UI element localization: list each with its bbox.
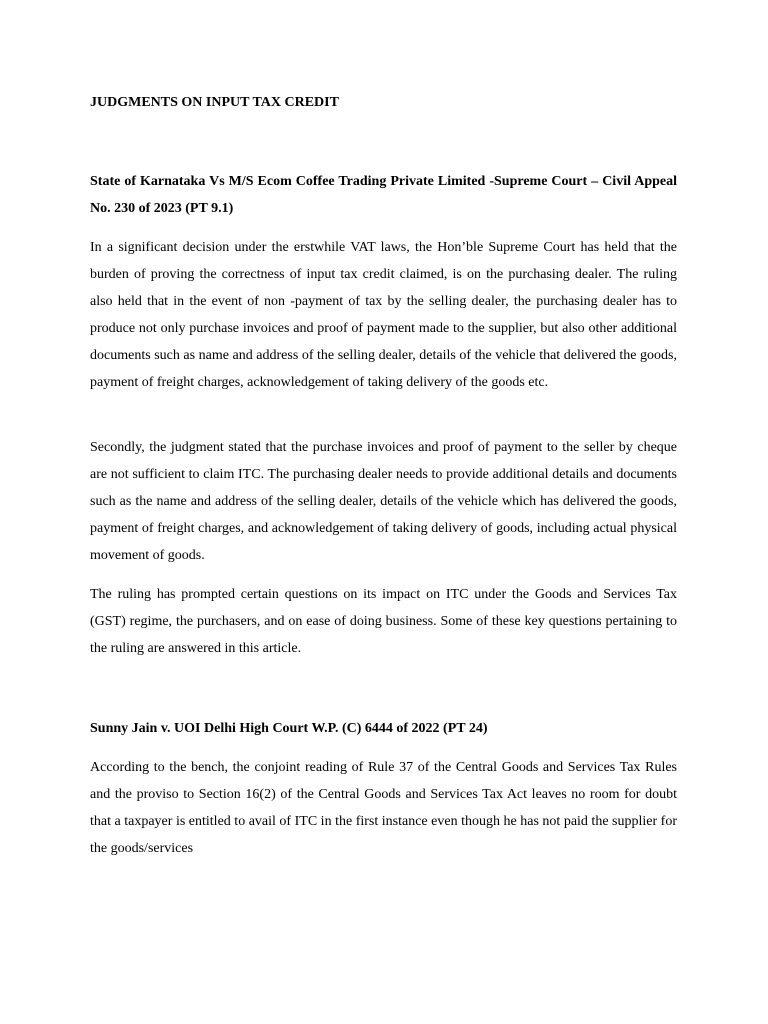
paragraph-burden-of-proof: In a significant decision under the erstwhile VAT laws, the Hon’ble Supreme Court has held that the burden of proving the correctness of input tax credit claimed, is on the purchasing dealer. The ruling also held that in the event of non -payment of tax by the selling dealer, the purchasing dealer has to produce not only purchase invoices and proof of payment made to the supplier, but also other additional documents such as name and address of the selling dealer, details of the vehicle that delivered the goods, payment of freight charges, acknowledgement of taking delivery of the goods etc. bbox=[90, 240, 677, 390]
document-title: JUDGMENTS ON INPUT TAX CREDIT bbox=[90, 95, 339, 110]
paragraph-invoices-insufficient: Secondly, the judgment stated that the purchase invoices and proof of payment to the seller by cheque are not sufficient to claim ITC. The purchasing dealer needs to provide additional details and documents such as the name and address of the selling dealer, details of the vehicle which has delivered the goods, payment of freight charges, and acknowledgement of taking delivery of goods, including actual physical movement of goods. bbox=[90, 440, 677, 563]
case-heading-sunny-jain: Sunny Jain v. UOI Delhi High Court W.P. (C) 6444 of 2022 (PT 24) bbox=[90, 721, 488, 736]
paragraph-gst-impact: The ruling has prompted certain questions on its impact on ITC under the Goods and Services Tax (GST) regime, the purchasers, and on ease of doing business. Some of these key questions pertaining to the ruling are answered in this article. bbox=[90, 587, 677, 656]
case-heading-ecom-coffee: State of Karnataka Vs M/S Ecom Coffee Trading Private Limited -Supreme Court – Civil Appeal No. 230 of 2023 (PT 9.1) bbox=[90, 174, 677, 216]
paragraph-rule-37: According to the bench, the conjoint reading of Rule 37 of the Central Goods and Services Tax Rules and the proviso to Section 16(2) of the Central Goods and Services Tax Act leaves no room for doubt that a taxpayer is entitled to avail of ITC in the first instance even though he has not paid the supplier for the goods/services bbox=[90, 760, 677, 856]
